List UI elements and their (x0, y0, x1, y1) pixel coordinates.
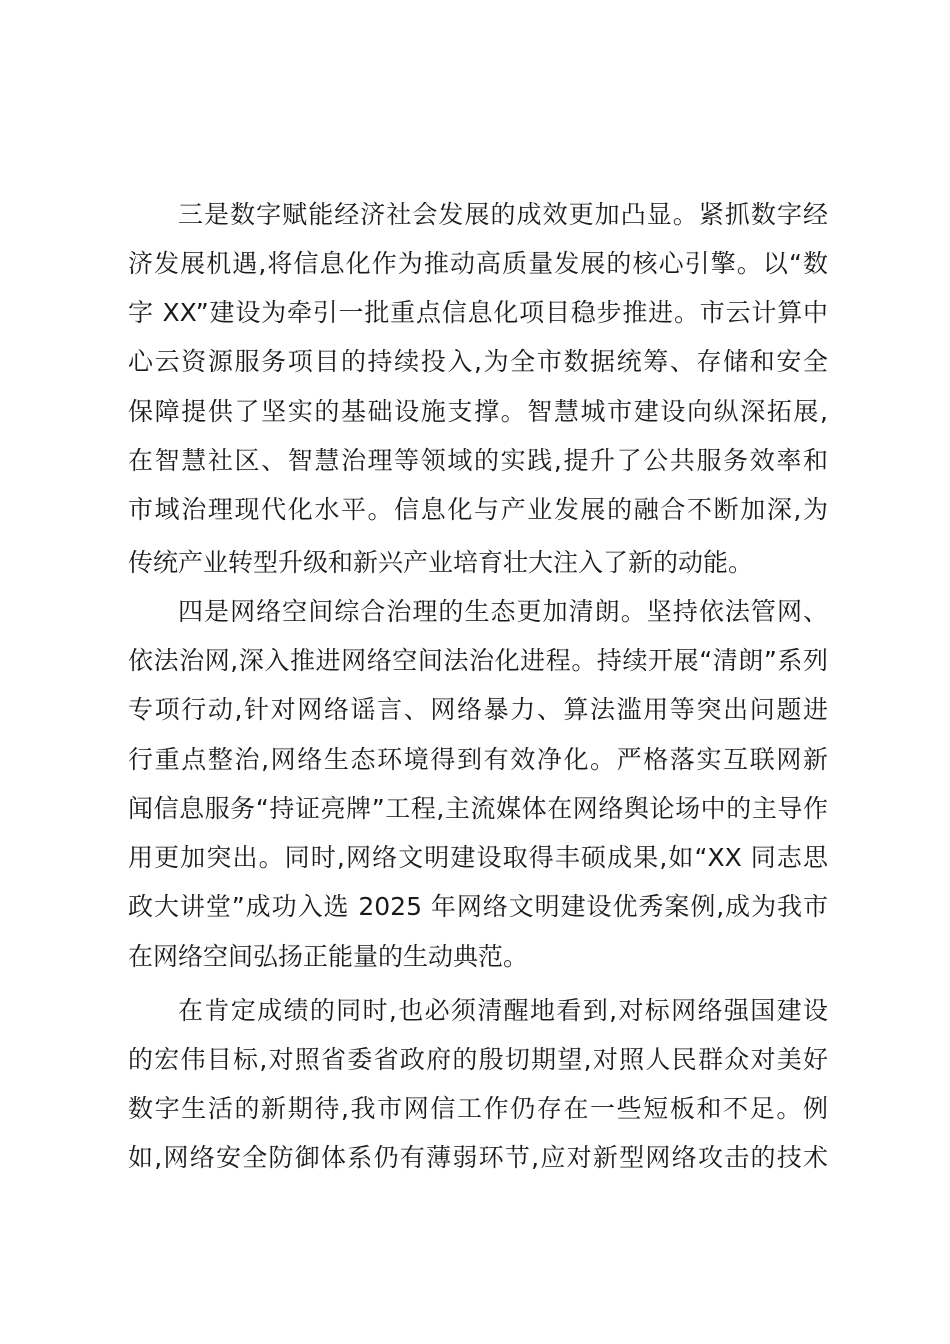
text-line: 三是数字赋能经济社会发展的成效更加凸显。紧抓数字经 (178, 200, 828, 229)
text-line: 数字生活的新期待,我市网信工作仍存在一些短板和不足。例 (128, 1094, 828, 1123)
text-line: 在肯定成绩的同时,也必须清醒地看到,对标网络强国建设 (178, 996, 828, 1025)
text-line: 在智慧社区、智慧治理等领域的实践,提升了公共服务效率和 (128, 446, 828, 475)
text-line: 心云资源服务项目的持续投入,为全市数据统筹、存储和安全 (128, 347, 828, 376)
text-line: 专项行动,针对网络谣言、网络暴力、算法滥用等突出问题进 (128, 695, 828, 724)
text-line: 闻信息服务“持证亮牌”工程,主流媒体在网络舆论场中的主导作 (128, 794, 828, 823)
text-line: 依法治网,深入推进网络空间法治化进程。持续开展“清朗”系列 (128, 646, 828, 675)
text-line: 的宏伟目标,对照省委省政府的殷切期望,对照人民群众对美好 (128, 1045, 828, 1074)
text-line: 传统产业转型升级和新兴产业培育壮大注入了新的动能。 (128, 548, 754, 577)
text-line: 如,网络安全防御体系仍有薄弱环节,应对新型网络攻击的技术 (128, 1143, 828, 1172)
text-line: 政大讲堂”成功入选 2025 年网络文明建设优秀案例,成为我市 (128, 892, 828, 921)
text-line: 四是网络空间综合治理的生态更加清朗。坚持依法管网、 (178, 597, 828, 626)
text-line: 字 XX”建设为牵引一批重点信息化项目稳步推进。市云计算中 (128, 298, 828, 327)
text-line: 用更加突出。同时,网络文明建设取得丰硕成果,如“XX 同志思 (128, 843, 828, 872)
text-line: 市域治理现代化水平。信息化与产业发展的融合不断加深,为 (128, 495, 828, 524)
text-line: 济发展机遇,将信息化作为推动高质量发展的核心引擎。以“数 (128, 249, 828, 278)
text-line: 保障提供了坚实的基础设施支撑。智慧城市建设向纵深拓展, (128, 397, 828, 426)
text-line: 行重点整治,网络生态环境得到有效净化。严格落实互联网新 (128, 745, 828, 774)
text-line: 在网络空间弘扬正能量的生动典范。 (128, 942, 529, 971)
